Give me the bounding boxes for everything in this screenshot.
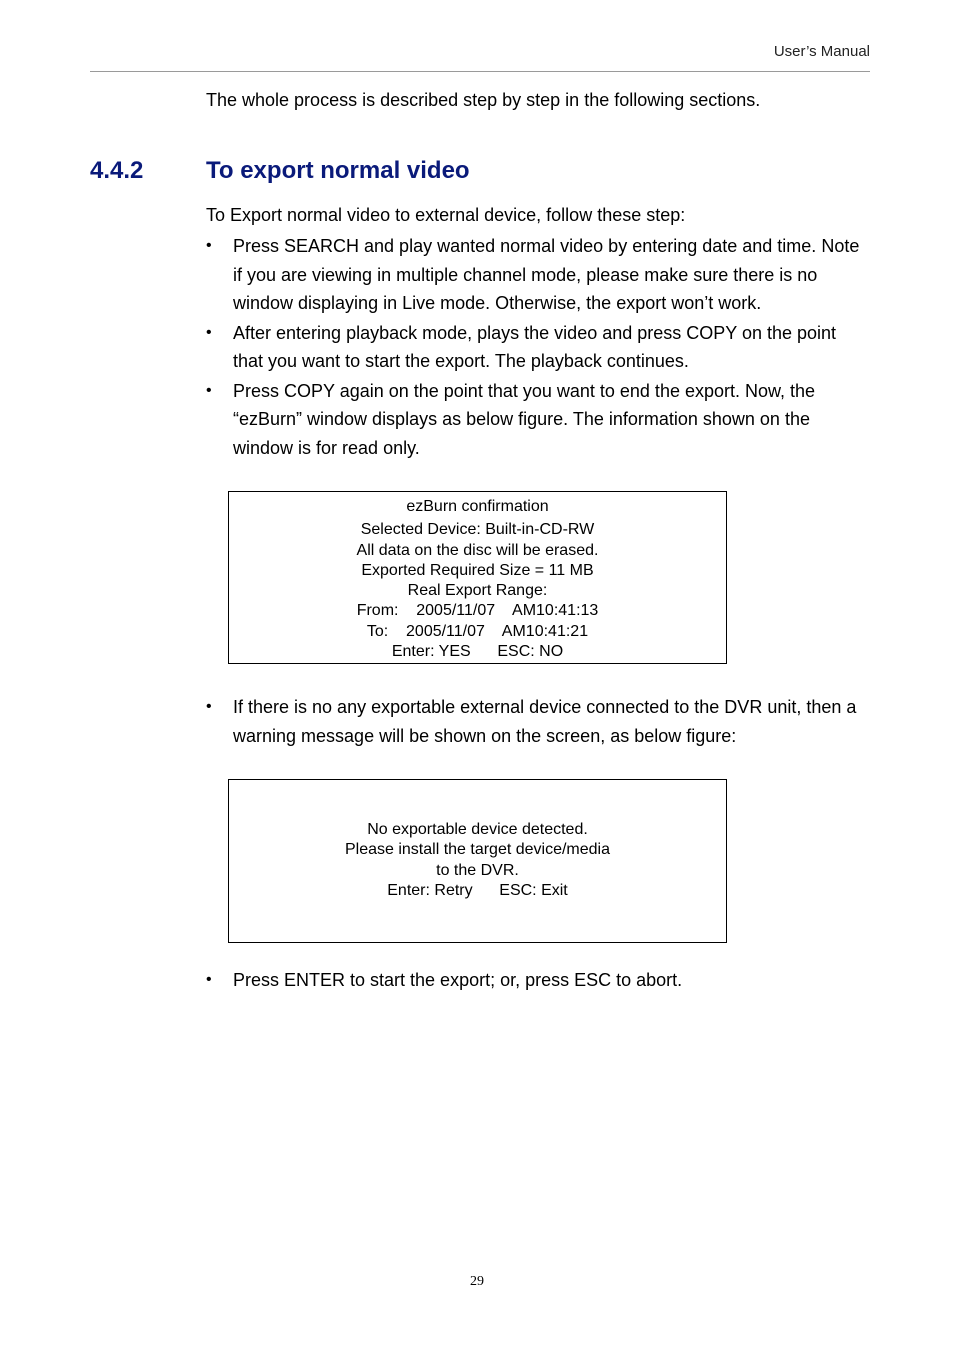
ezburn-confirmation-dialog <box>228 491 727 664</box>
header-rule <box>90 71 870 72</box>
intro-paragraph: The whole process is described step by step in the following sections. <box>206 90 761 110</box>
dialog-line: Enter: Retry ESC: Exit <box>387 881 568 899</box>
section-title: To export normal video <box>206 157 470 184</box>
dialog-line: Selected Device: Built-in-CD-RW <box>360 521 595 539</box>
dialog-line: No exportable device detected. <box>367 821 588 838</box>
page-number: 29 <box>470 1274 484 1289</box>
dialog-line: Enter: YES ESC: NO <box>391 643 564 661</box>
dialog-line: Exported Required Size = 11 MB <box>361 561 594 579</box>
bullet-icon: • <box>206 698 212 715</box>
list-item <box>206 232 866 318</box>
list-item <box>206 319 866 376</box>
list-item-text: Press COPY again on the point that you want to end the export. Now, the “ezBurn” window displays as below figure. The information shown on the window is for read only. <box>233 380 816 458</box>
bullet-icon: • <box>206 323 212 341</box>
list-item-text: After entering playback mode, plays the video and press COPY on the point that you want to start the export. The playback continues. <box>233 322 837 371</box>
no-device-warning-dialog <box>228 779 727 943</box>
dialog-line: All data on the disc will be erased. <box>356 541 599 559</box>
dialog-line: Please install the target device/media <box>344 841 611 859</box>
list-item-text: Press ENTER to start the export; or, press ESC to abort. <box>233 970 683 990</box>
dialog-title: ezBurn confirmation <box>406 498 549 515</box>
dialog-line: To: 2005/11/07 AM10:41:21 <box>366 622 589 640</box>
list-item <box>206 966 866 995</box>
bullet-icon: • <box>206 237 212 254</box>
section-number: 4.4.2 <box>90 157 144 184</box>
lead-paragraph: To Export normal video to external device, follow these step: <box>206 205 686 225</box>
list-item <box>206 377 866 463</box>
dialog-line: to the DVR. <box>436 861 519 879</box>
bullet-icon: • <box>206 971 212 988</box>
bullet-icon: • <box>206 381 212 399</box>
list-item-text: Press SEARCH and play wanted normal video by entering date and time. Note if you are viewing in multiple channel mode, please make sure there is no window displaying in Live mode. Otherwise, the export won’t work. <box>233 236 860 313</box>
warning-list <box>206 693 866 751</box>
list-item-text: If there is no any exportable external device connected to the DVR unit, then a warning message will be shown on the screen, as below figure: <box>233 697 857 746</box>
final-step-list <box>206 966 866 996</box>
running-header: User’s Manual <box>773 43 870 60</box>
dialog-line: From: 2005/11/07 AM10:41:13 <box>356 602 599 620</box>
list-item <box>206 693 866 750</box>
dialog-line: Real Export Range: <box>407 582 548 600</box>
steps-list <box>206 232 866 463</box>
